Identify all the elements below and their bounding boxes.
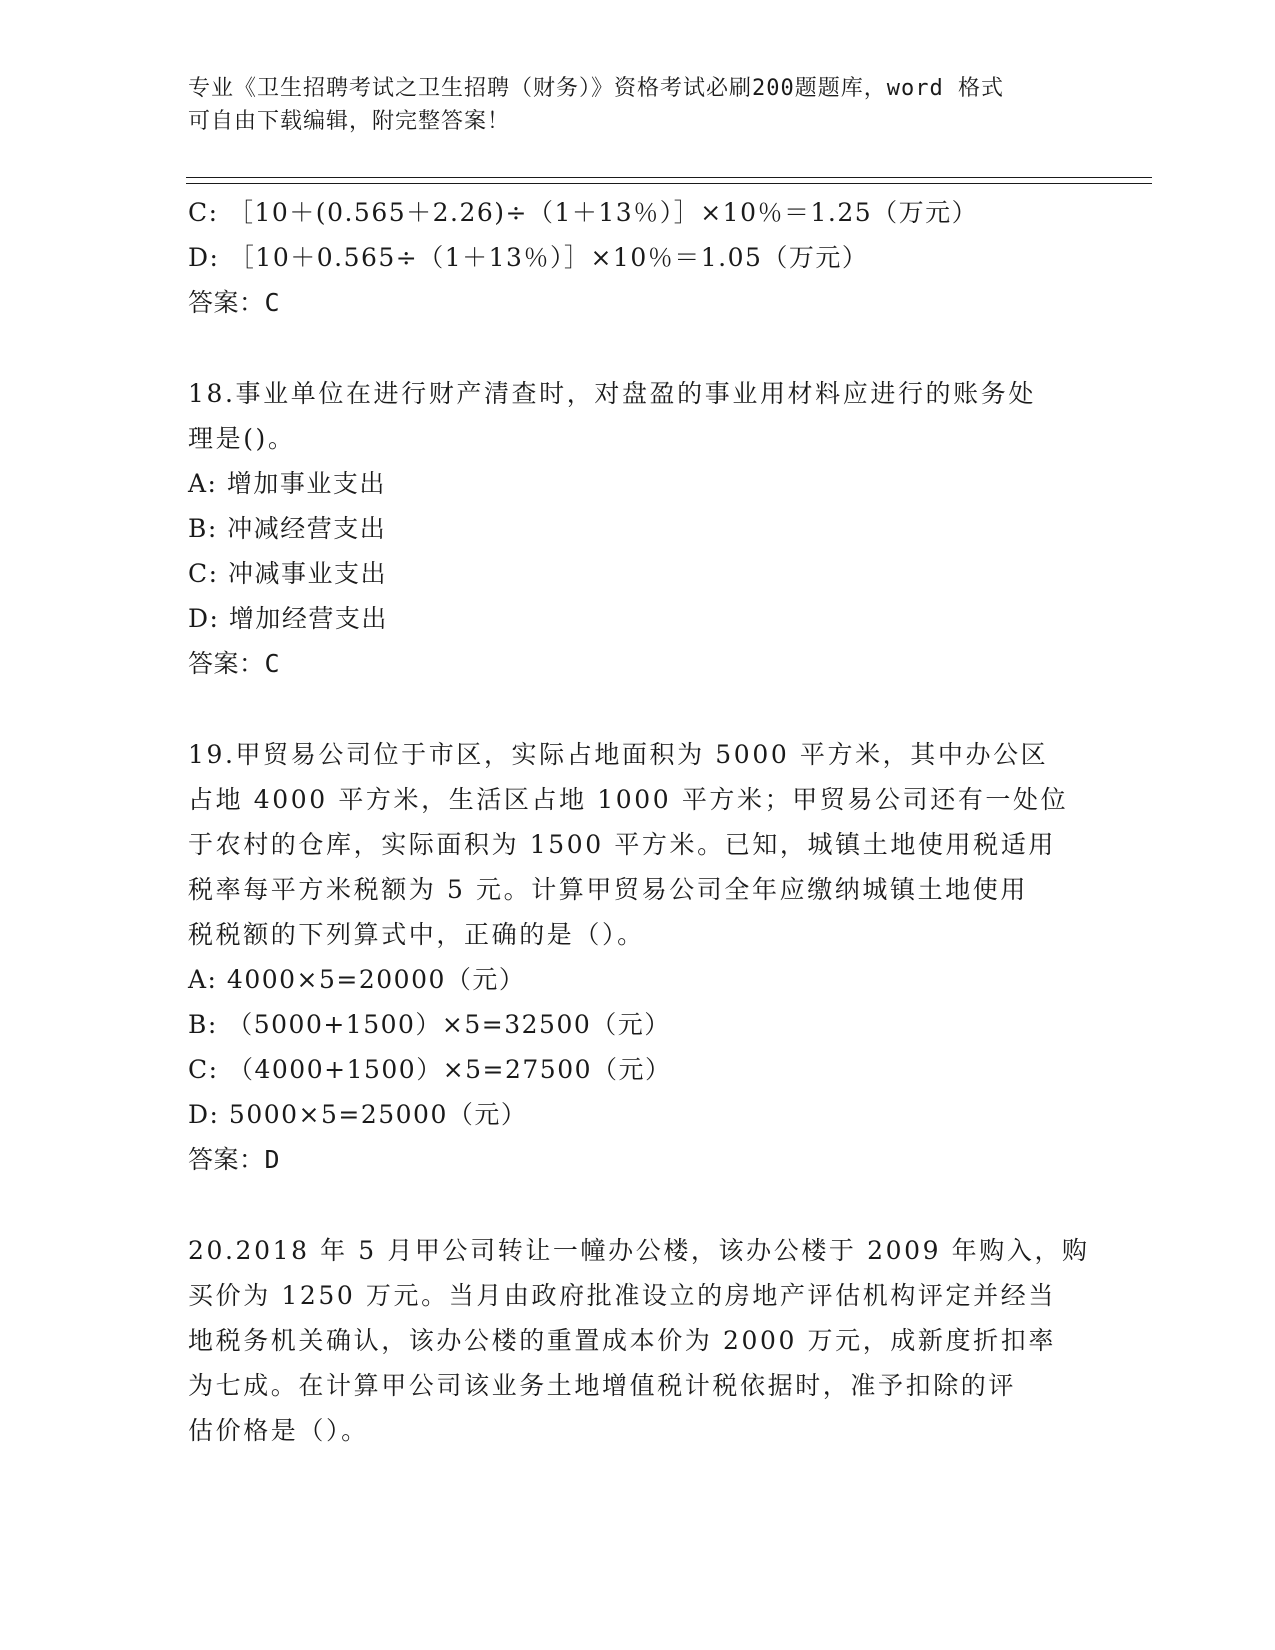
option-c: C: ［10＋(0.565＋2.26)÷（1＋13％）］×10％＝1.25（万元） — [188, 198, 979, 227]
header-title-line-1: 专业《卫生招聘考试之卫生招聘（财务）》资格考试必刷200题题库，word 格式 — [188, 76, 1004, 101]
question-18 — [188, 371, 1088, 686]
header-title-line-2: 可自由下载编辑，附完整答案！ — [188, 109, 511, 134]
question-stem-line: 地税务机关确认，该办公楼的重置成本价为 2000 万元，成新度折扣率 — [188, 1326, 1056, 1355]
header-rule-top — [186, 177, 1152, 178]
option-b: B: （5000+1500）×5=32500（元） — [188, 1010, 671, 1039]
option-d: D: 5000×5=25000（元） — [188, 1100, 528, 1129]
question-stem-line: 于农村的仓库，实际面积为 1500 平方米。已知，城镇土地使用税适用 — [188, 830, 1056, 859]
option-c: C: 冲减事业支出 — [188, 559, 387, 588]
question-stem-line: 18.事业单位在进行财产清查时，对盘盈的事业用材料应进行的账务处 — [188, 379, 1036, 408]
question-stem-line: 税率每平方米税额为 5 元。计算甲贸易公司全年应缴纳城镇土地使用 — [188, 875, 1029, 904]
question-stem-line: 19.甲贸易公司位于市区，实际占地面积为 5000 平方米，其中办公区 — [188, 740, 1049, 769]
question-20 — [188, 1228, 1088, 1453]
document-body — [188, 190, 1088, 1453]
option-a: A: 增加事业支出 — [188, 469, 386, 498]
spacer — [188, 1182, 1088, 1228]
question-17 — [188, 190, 1088, 325]
option-d: D: 增加经营支出 — [188, 604, 388, 633]
question-stem-line: 理是()。 — [188, 424, 296, 453]
question-stem-line: 买价为 1250 万元。当月由政府批准设立的房地产评估机构评定并经当 — [188, 1281, 1056, 1310]
question-stem-line: 为七成。在计算甲公司该业务土地增值税计税依据时，准予扣除的评 — [188, 1371, 1017, 1400]
spacer — [188, 325, 1088, 371]
question-stem-line: 估价格是（）。 — [188, 1416, 369, 1445]
question-stem-line: 占地 4000 平方米，生活区占地 1000 平方米；甲贸易公司还有一处位 — [188, 785, 1069, 814]
answer: 答案：C — [188, 649, 281, 678]
option-a: A: 4000×5=20000（元） — [188, 965, 526, 994]
option-c: C: （4000+1500）×5=27500（元） — [188, 1055, 672, 1084]
option-b: B: 冲减经营支出 — [188, 514, 387, 543]
question-stem-line: 20.2018 年 5 月甲公司转让一幢办公楼，该办公楼于 2009 年购入，购 — [188, 1236, 1090, 1265]
header-rule-bottom — [186, 183, 1152, 184]
answer: 答案：C — [188, 288, 281, 317]
option-d: D: ［10＋0.565÷（1＋13％）］×10％＝1.05（万元） — [188, 243, 869, 272]
answer: 答案：D — [188, 1145, 281, 1174]
spacer — [188, 686, 1088, 732]
question-stem-line: 税税额的下列算式中，正确的是（）。 — [188, 920, 645, 949]
question-19 — [188, 732, 1088, 1182]
document-header — [188, 72, 1068, 138]
